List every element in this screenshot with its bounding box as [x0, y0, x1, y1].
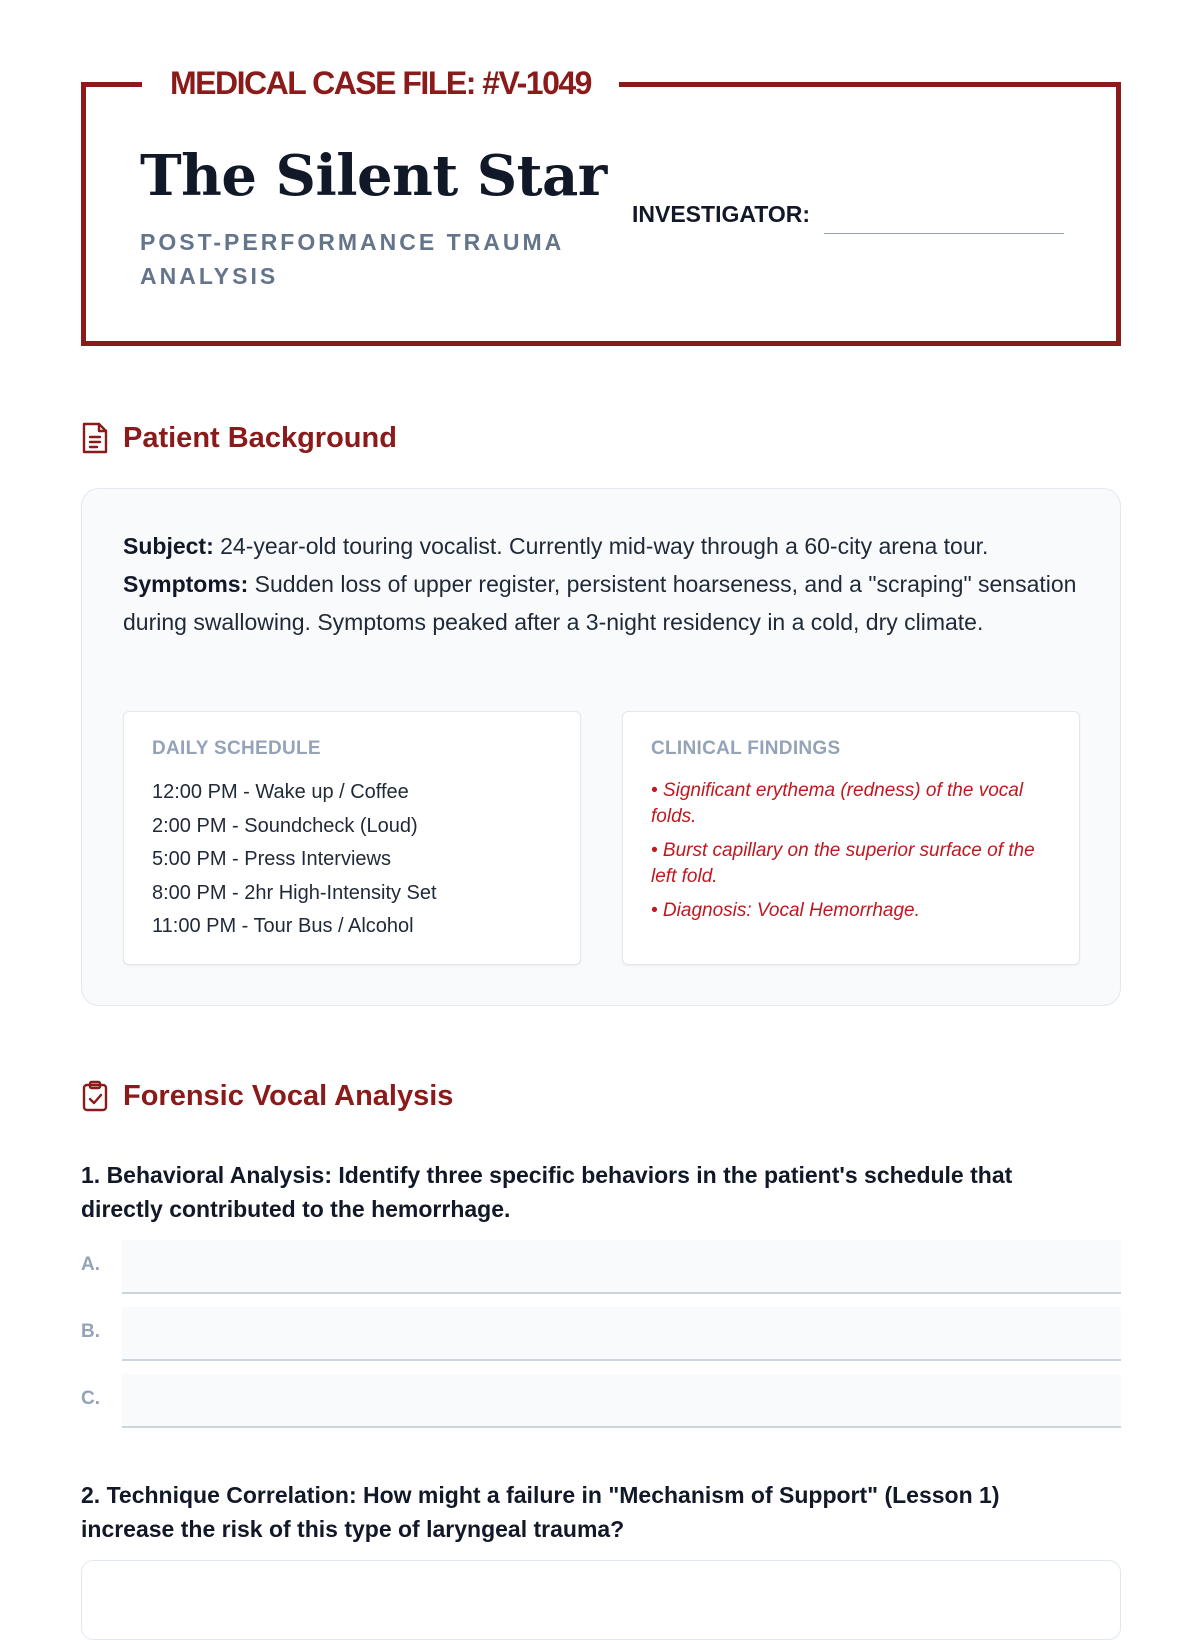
- schedule-item: 11:00 PM - Tour Bus / Alcohol: [152, 915, 414, 937]
- question-1: 1. Behavioral Analysis: Identify three specific behaviors in the patient's schedule that directly contributed to the hemorrhage.: [81, 1162, 1013, 1222]
- daily-schedule-list: [152, 776, 437, 944]
- answer-row-b: [81, 1307, 1121, 1361]
- subject-text: 24-year-old touring vocalist. Currently mid-way through a 60-city arena tour.: [213, 533, 989, 559]
- symptoms-label: Symptoms:: [123, 571, 249, 597]
- patient-background-header: [81, 420, 397, 456]
- section-title-forensic-analysis: Forensic Vocal Analysis: [123, 1080, 454, 1112]
- case-file-label: MEDICAL CASE FILE: #V-1049: [142, 61, 619, 105]
- schedule-item: 5:00 PM - Press Interviews: [152, 848, 391, 870]
- answer-row-a: [81, 1240, 1121, 1294]
- answer-box-q2[interactable]: [81, 1560, 1121, 1640]
- patient-background-panel: [81, 488, 1121, 1006]
- case-title: The Silent Star: [140, 143, 607, 209]
- case-file-header: [81, 65, 1121, 346]
- question-2: 2. Technique Correlation: How might a failure in "Mechanism of Support" (Lesson 1) increase the risk of this type of laryngeal trauma?: [81, 1482, 1000, 1542]
- clipboard-check-icon: [81, 1080, 109, 1112]
- section-title-patient-background: Patient Background: [123, 422, 397, 454]
- document-icon: [81, 422, 109, 454]
- clinical-findings-heading: CLINICAL FINDINGS: [651, 738, 841, 759]
- subject-label: Subject:: [123, 533, 214, 559]
- schedule-item: 8:00 PM - 2hr High-Intensity Set: [152, 881, 437, 904]
- answer-row-c: [81, 1374, 1121, 1428]
- finding-item: • Diagnosis: Vocal Hemorrhage.: [651, 900, 920, 921]
- schedule-item: 2:00 PM - Soundcheck (Loud): [152, 814, 418, 837]
- daily-schedule-heading: DAILY SCHEDULE: [152, 738, 321, 759]
- answer-field-b[interactable]: [122, 1307, 1121, 1361]
- investigator-field[interactable]: [824, 233, 1064, 234]
- investigator-label: INVESTIGATOR:: [632, 201, 811, 227]
- answer-field-a[interactable]: [122, 1240, 1121, 1294]
- answer-letter: A.: [81, 1254, 100, 1275]
- schedule-item: 12:00 PM - Wake up / Coffee: [152, 781, 409, 803]
- answer-letter: B.: [81, 1321, 100, 1342]
- patient-summary: [123, 527, 1083, 641]
- case-subtitle: POST-PERFORMANCE TRAUMA ANALYSIS: [140, 229, 564, 289]
- finding-item: • Burst capillary on the superior surface of the left fold.: [651, 840, 1035, 887]
- forensic-analysis-header: [81, 1078, 453, 1114]
- answer-letter: C.: [81, 1388, 100, 1409]
- clinical-findings-card: [622, 711, 1080, 965]
- symptoms-text: Sudden loss of upper register, persistent hoarseness, and a "scraping" sensation during swallowing. Symptoms peaked after a 3-night residency in a cold, dry climate.: [123, 571, 1077, 635]
- finding-item: • Significant erythema (redness) of the vocal folds.: [651, 780, 1024, 827]
- answer-field-c[interactable]: [122, 1374, 1121, 1428]
- daily-schedule-card: [123, 711, 581, 965]
- clinical-findings-list: [651, 778, 1051, 932]
